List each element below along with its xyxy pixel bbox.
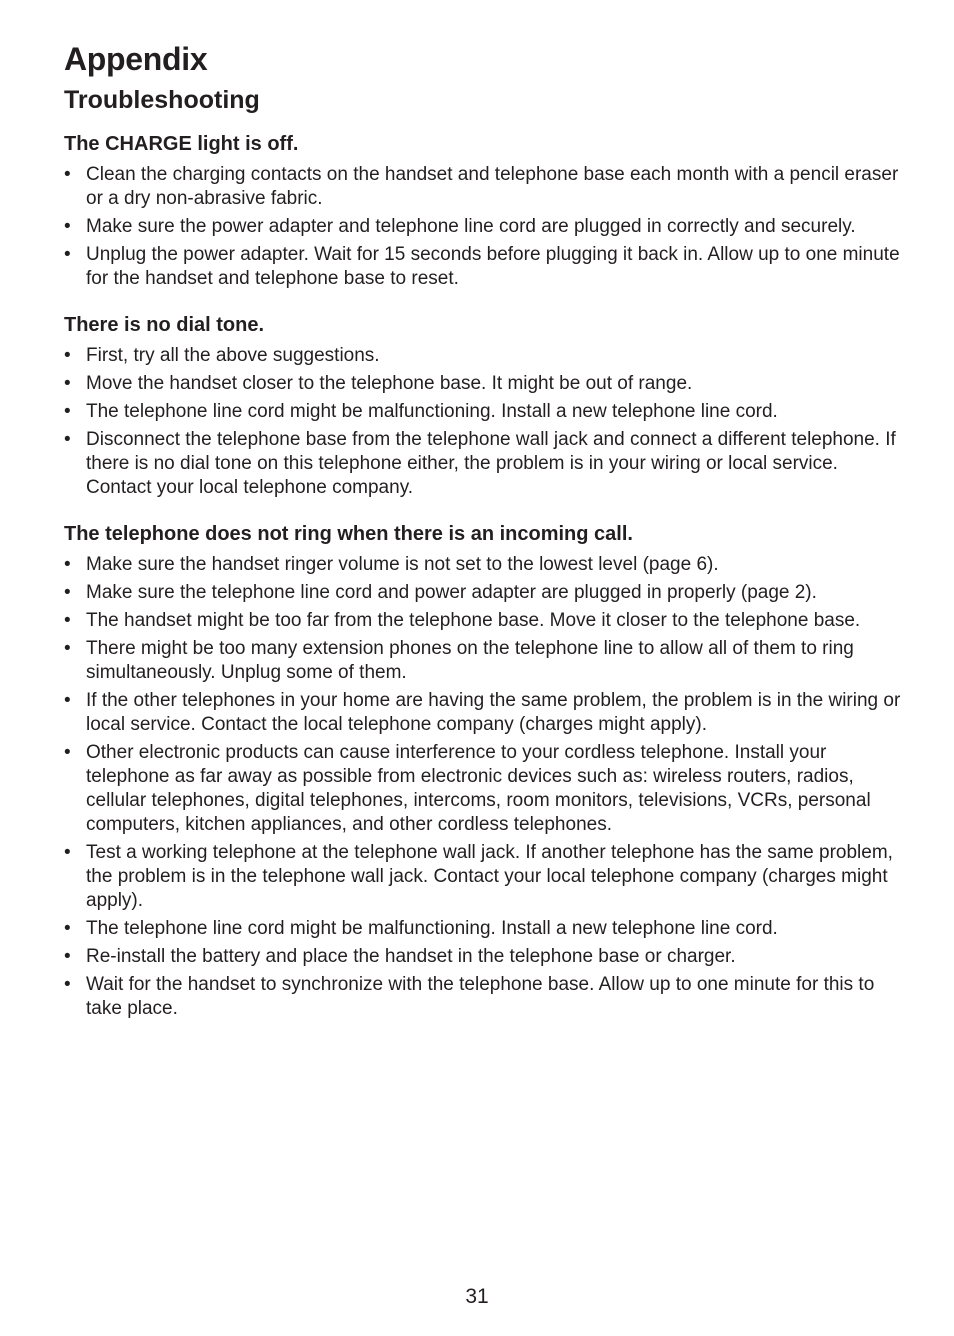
bullet-icon: • xyxy=(64,401,71,422)
list-item-text: Make sure the handset ringer volume is not set to the lowest level (page 6). xyxy=(86,554,719,575)
list-item-text: Re-install the battery and place the handset in the telephone base or charger. xyxy=(86,946,736,967)
list-item xyxy=(64,637,904,685)
list-item xyxy=(64,841,904,913)
topic-title: The CHARGE light is off. xyxy=(64,133,299,155)
list-item-text: Disconnect the telephone base from the telephone wall jack and connect a different telephone. If there is no dial tone on this telephone either, the problem is in your wiring or local service. Contact your local telephone company. xyxy=(86,429,896,498)
topic-title: There is no dial tone. xyxy=(64,314,265,336)
section-title: Troubleshooting xyxy=(64,86,260,114)
list-item xyxy=(64,400,904,424)
list-item xyxy=(64,581,904,605)
troubleshooting-content xyxy=(64,131,904,1025)
list-item-text: Make sure the telephone line cord and power adapter are plugged in properly (page 2). xyxy=(86,582,817,603)
list-item-text: Test a working telephone at the telephone wall jack. If another telephone has the same problem, the problem is in the telephone wall jack. Contact your local telephone company (charges might apply). xyxy=(86,842,893,911)
bullet-list xyxy=(64,344,904,500)
list-item xyxy=(64,973,904,1021)
list-item-text: Clean the charging contacts on the handset and telephone base each month with a pencil eraser or a dry non-abrasive fabric. xyxy=(86,164,899,209)
bullet-icon: • xyxy=(64,554,71,575)
list-item xyxy=(64,163,904,211)
list-item-text: Unplug the power adapter. Wait for 15 seconds before plugging it back in. Allow up to one minute for the handset and telephone base to reset. xyxy=(86,244,900,289)
topic-no-dial-tone xyxy=(64,312,904,500)
topic-no-ring xyxy=(64,521,904,1021)
bullet-icon: • xyxy=(64,216,71,237)
bullet-icon: • xyxy=(64,373,71,394)
list-item xyxy=(64,917,904,941)
list-item xyxy=(64,553,904,577)
page-title: Appendix xyxy=(64,41,208,77)
list-item xyxy=(64,344,904,368)
list-item-text: There might be too many extension phones on the telephone line to allow all of them to ring simultaneously. Unplug some of them. xyxy=(86,638,854,683)
list-item-text: The telephone line cord might be malfunctioning. Install a new telephone line cord. xyxy=(86,401,778,422)
bullet-icon: • xyxy=(64,345,71,366)
bullet-icon: • xyxy=(64,690,71,711)
bullet-list xyxy=(64,553,904,1021)
list-item-text: The handset might be too far from the telephone base. Move it closer to the telephone base. xyxy=(86,610,861,631)
list-item-text: If the other telephones in your home are having the same problem, the problem is in the wiring or local service. Contact the local telephone company (charges might apply). xyxy=(86,690,901,735)
bullet-icon: • xyxy=(64,946,71,967)
bullet-icon: • xyxy=(64,974,71,995)
list-item-text: Other electronic products can cause interference to your cordless telephone. Install your telephone as far away as possible from electronic devices such as: wireless routers, radios, cellular telephones, digital telephones, intercoms, room monitors, televisions, VCRs, personal computers, kitchen appliances, and other cordless telephones. xyxy=(86,742,871,835)
list-item xyxy=(64,372,904,396)
list-item xyxy=(64,428,904,500)
bullet-list xyxy=(64,163,904,291)
bullet-icon: • xyxy=(64,610,71,631)
list-item xyxy=(64,689,904,737)
list-item xyxy=(64,609,904,633)
list-item-text: First, try all the above suggestions. xyxy=(86,345,380,366)
list-item-text: The telephone line cord might be malfunctioning. Install a new telephone line cord. xyxy=(86,918,778,939)
bullet-icon: • xyxy=(64,582,71,603)
bullet-icon: • xyxy=(64,244,71,265)
bullet-icon: • xyxy=(64,164,71,185)
page-number: 31 xyxy=(465,1285,489,1308)
list-item xyxy=(64,741,904,837)
bullet-icon: • xyxy=(64,638,71,659)
list-item xyxy=(64,243,904,291)
list-item xyxy=(64,215,904,239)
bullet-icon: • xyxy=(64,742,71,763)
list-item-text: Move the handset closer to the telephone base. It might be out of range. xyxy=(86,373,693,394)
bullet-icon: • xyxy=(64,918,71,939)
list-item xyxy=(64,945,904,969)
bullet-icon: • xyxy=(64,429,71,450)
bullet-icon: • xyxy=(64,842,71,863)
topic-title: The telephone does not ring when there is an incoming call. xyxy=(64,523,633,545)
list-item-text: Wait for the handset to synchronize with the telephone base. Allow up to one minute for this to take place. xyxy=(86,974,875,1019)
list-item-text: Make sure the power adapter and telephone line cord are plugged in correctly and securely. xyxy=(86,216,856,237)
topic-charge-light xyxy=(64,131,904,291)
